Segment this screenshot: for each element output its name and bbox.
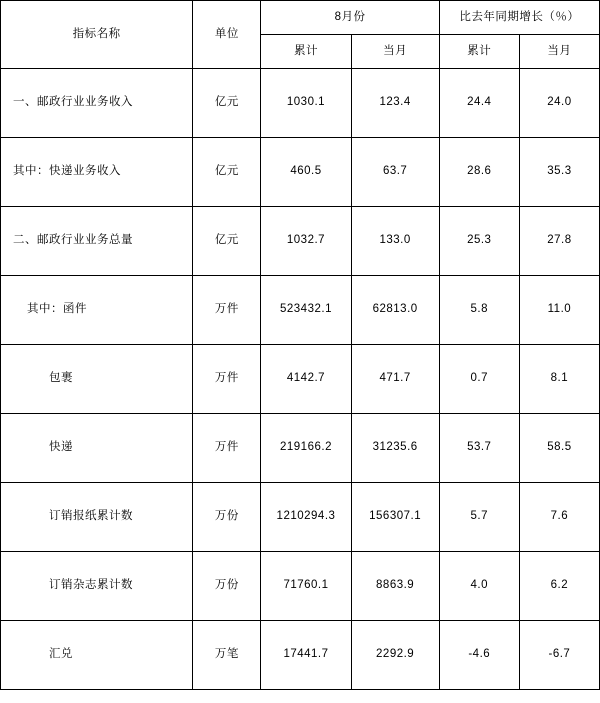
row-metric-name	[1, 621, 193, 690]
row-month-cumulative: 460.5	[261, 138, 351, 207]
table-header	[1, 1, 600, 69]
row-month-cumulative: 219166.2	[261, 414, 351, 483]
header-yoy-group: 比去年同期增长（％）	[439, 1, 599, 35]
row-month-current: 156307.1	[351, 483, 439, 552]
row-yoy-current: 24.0	[519, 69, 599, 138]
row-month-current: 2292.9	[351, 621, 439, 690]
row-yoy-current: 27.8	[519, 207, 599, 276]
row-metric-label: 其中：函件	[27, 303, 87, 316]
header-metric-name: 指标名称	[1, 1, 193, 69]
row-month-current: 8863.9	[351, 552, 439, 621]
row-month-cumulative: 523432.1	[261, 276, 351, 345]
row-yoy-cumulative: 4.0	[439, 552, 519, 621]
row-unit: 亿元	[193, 207, 261, 276]
row-month-cumulative: 17441.7	[261, 621, 351, 690]
row-metric-name	[1, 276, 193, 345]
header-month-current: 当月	[351, 35, 439, 69]
row-metric-name	[1, 138, 193, 207]
row-metric-label: 订销报纸累计数	[49, 510, 133, 523]
row-unit: 万笔	[193, 621, 261, 690]
row-unit: 万件	[193, 345, 261, 414]
header-month-cumulative: 累计	[261, 35, 351, 69]
row-month-cumulative: 1032.7	[261, 207, 351, 276]
table-row	[1, 483, 600, 552]
row-yoy-current: 6.2	[519, 552, 599, 621]
row-yoy-current: -6.7	[519, 621, 599, 690]
row-month-current: 62813.0	[351, 276, 439, 345]
table-row	[1, 69, 600, 138]
row-yoy-cumulative: 5.8	[439, 276, 519, 345]
row-yoy-cumulative: 0.7	[439, 345, 519, 414]
row-metric-label: 一、邮政行业业务收入	[13, 96, 133, 109]
row-metric-name	[1, 345, 193, 414]
row-unit: 亿元	[193, 138, 261, 207]
table-row	[1, 621, 600, 690]
row-metric-name	[1, 69, 193, 138]
table-row	[1, 552, 600, 621]
row-yoy-current: 8.1	[519, 345, 599, 414]
row-unit: 亿元	[193, 69, 261, 138]
row-metric-name	[1, 207, 193, 276]
row-month-current: 63.7	[351, 138, 439, 207]
table-row	[1, 414, 600, 483]
row-metric-label: 其中：快递业务收入	[13, 165, 121, 178]
row-month-current: 123.4	[351, 69, 439, 138]
row-metric-name	[1, 552, 193, 621]
row-metric-label: 快递	[49, 441, 73, 454]
row-yoy-cumulative: 5.7	[439, 483, 519, 552]
row-unit: 万件	[193, 276, 261, 345]
row-yoy-cumulative: 24.4	[439, 69, 519, 138]
table-row	[1, 345, 600, 414]
table-row	[1, 207, 600, 276]
row-metric-label: 包裹	[49, 372, 73, 385]
row-metric-name	[1, 483, 193, 552]
row-unit: 万件	[193, 414, 261, 483]
row-month-cumulative: 1030.1	[261, 69, 351, 138]
row-metric-label: 二、邮政行业业务总量	[13, 234, 133, 247]
row-yoy-cumulative: 28.6	[439, 138, 519, 207]
row-month-current: 133.0	[351, 207, 439, 276]
row-month-current: 471.7	[351, 345, 439, 414]
row-month-cumulative: 4142.7	[261, 345, 351, 414]
row-yoy-current: 58.5	[519, 414, 599, 483]
row-month-cumulative: 71760.1	[261, 552, 351, 621]
row-yoy-current: 35.3	[519, 138, 599, 207]
row-metric-label: 汇兑	[49, 648, 73, 661]
row-yoy-current: 7.6	[519, 483, 599, 552]
row-yoy-cumulative: -4.6	[439, 621, 519, 690]
row-yoy-current: 11.0	[519, 276, 599, 345]
row-yoy-cumulative: 25.3	[439, 207, 519, 276]
row-month-cumulative: 1210294.3	[261, 483, 351, 552]
table-row	[1, 138, 600, 207]
header-yoy-current: 当月	[519, 35, 599, 69]
row-yoy-cumulative: 53.7	[439, 414, 519, 483]
header-month-group: 8月份	[261, 1, 439, 35]
header-row-top	[1, 1, 600, 35]
table-body	[1, 69, 600, 690]
row-metric-name	[1, 414, 193, 483]
row-unit: 万份	[193, 483, 261, 552]
header-yoy-cumulative: 累计	[439, 35, 519, 69]
row-unit: 万份	[193, 552, 261, 621]
header-unit: 单位	[193, 1, 261, 69]
table-row	[1, 276, 600, 345]
row-month-current: 31235.6	[351, 414, 439, 483]
row-metric-label: 订销杂志累计数	[49, 579, 133, 592]
